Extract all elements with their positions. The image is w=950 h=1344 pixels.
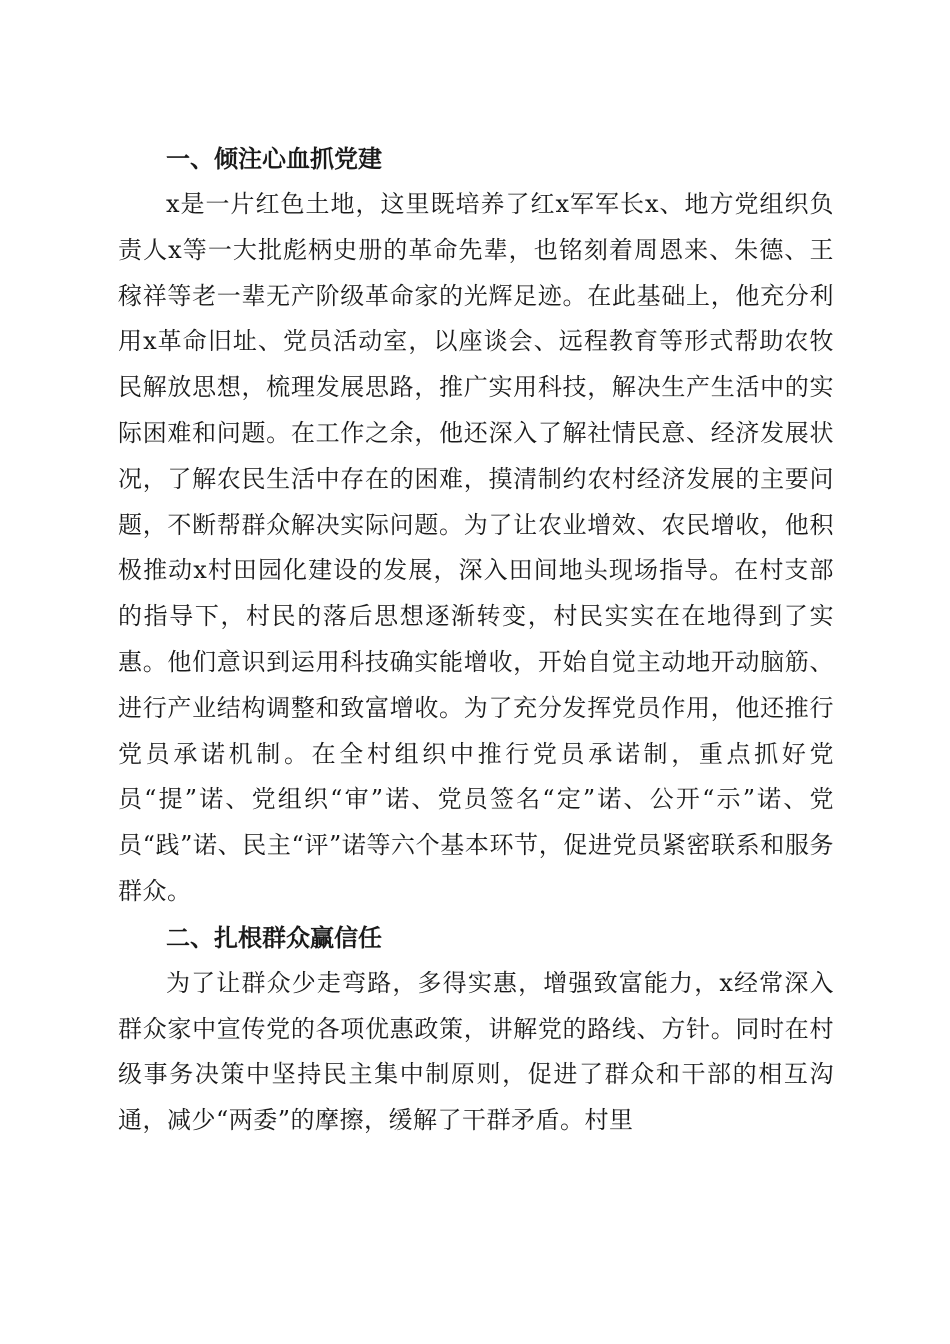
section-2-paragraph: 为了让群众少走弯路，多得实惠，增强致富能力，x经常深入群众家中宣传党的各项优惠政策，讲解党的路线、方针。同时在村级事务决策中坚持民主集中制原则，促进了群众和干部的相互沟通，减少“两委”的摩擦，缓解了干群矛盾。村里 [118,968,834,1135]
section-1-paragraph: x是一片红色土地，这里既培养了红x军军长x、地方党组织负责人x等一大批彪柄史册的革命先辈，也铭刻着周恩来、朱德、王稼祥等老一辈无产阶级革命家的光辉足迹。在此基础上，他充分利用x革命旧址、党员活动室，以座谈会、远程教育等形式帮助农牧民解放思想，梳理发展思路，推广实用科技，解决生产生活中的实际困难和问题。在工作之余，他还深入了解社情民意、经济发展状况，了解农民生活中存在的困难，摸清制约农村经济发展的主要问题，不断帮群众解决实际问题。为了让农业增效、农民增收，他积极推动x村田园化建设的发展，深入田间地头现场指导。在村支部的指导下，村民的落后思想逐渐转变，村民实实在在地得到了实惠。他们意识到运用科技确实能增收，开始自觉主动地开动脑筋、进行产业结构调整和致富增收。为了充分发挥党员作用，他还推行党员承诺机制。在全村组织中推行党员承诺制，重点抓好党员“提”诺、党组织“审”诺、党员签名“定”诺、公开“示”诺、党员“践”诺、民主“评”诺等六个基本环节，促进党员紧密联系和服务群众。 [118,190,834,905]
document-content [118,136,834,1144]
section-2-heading: 二、扎根群众赢信任 [166,923,382,952]
section-1-heading: 一、倾注心血抓党建 [166,145,382,173]
